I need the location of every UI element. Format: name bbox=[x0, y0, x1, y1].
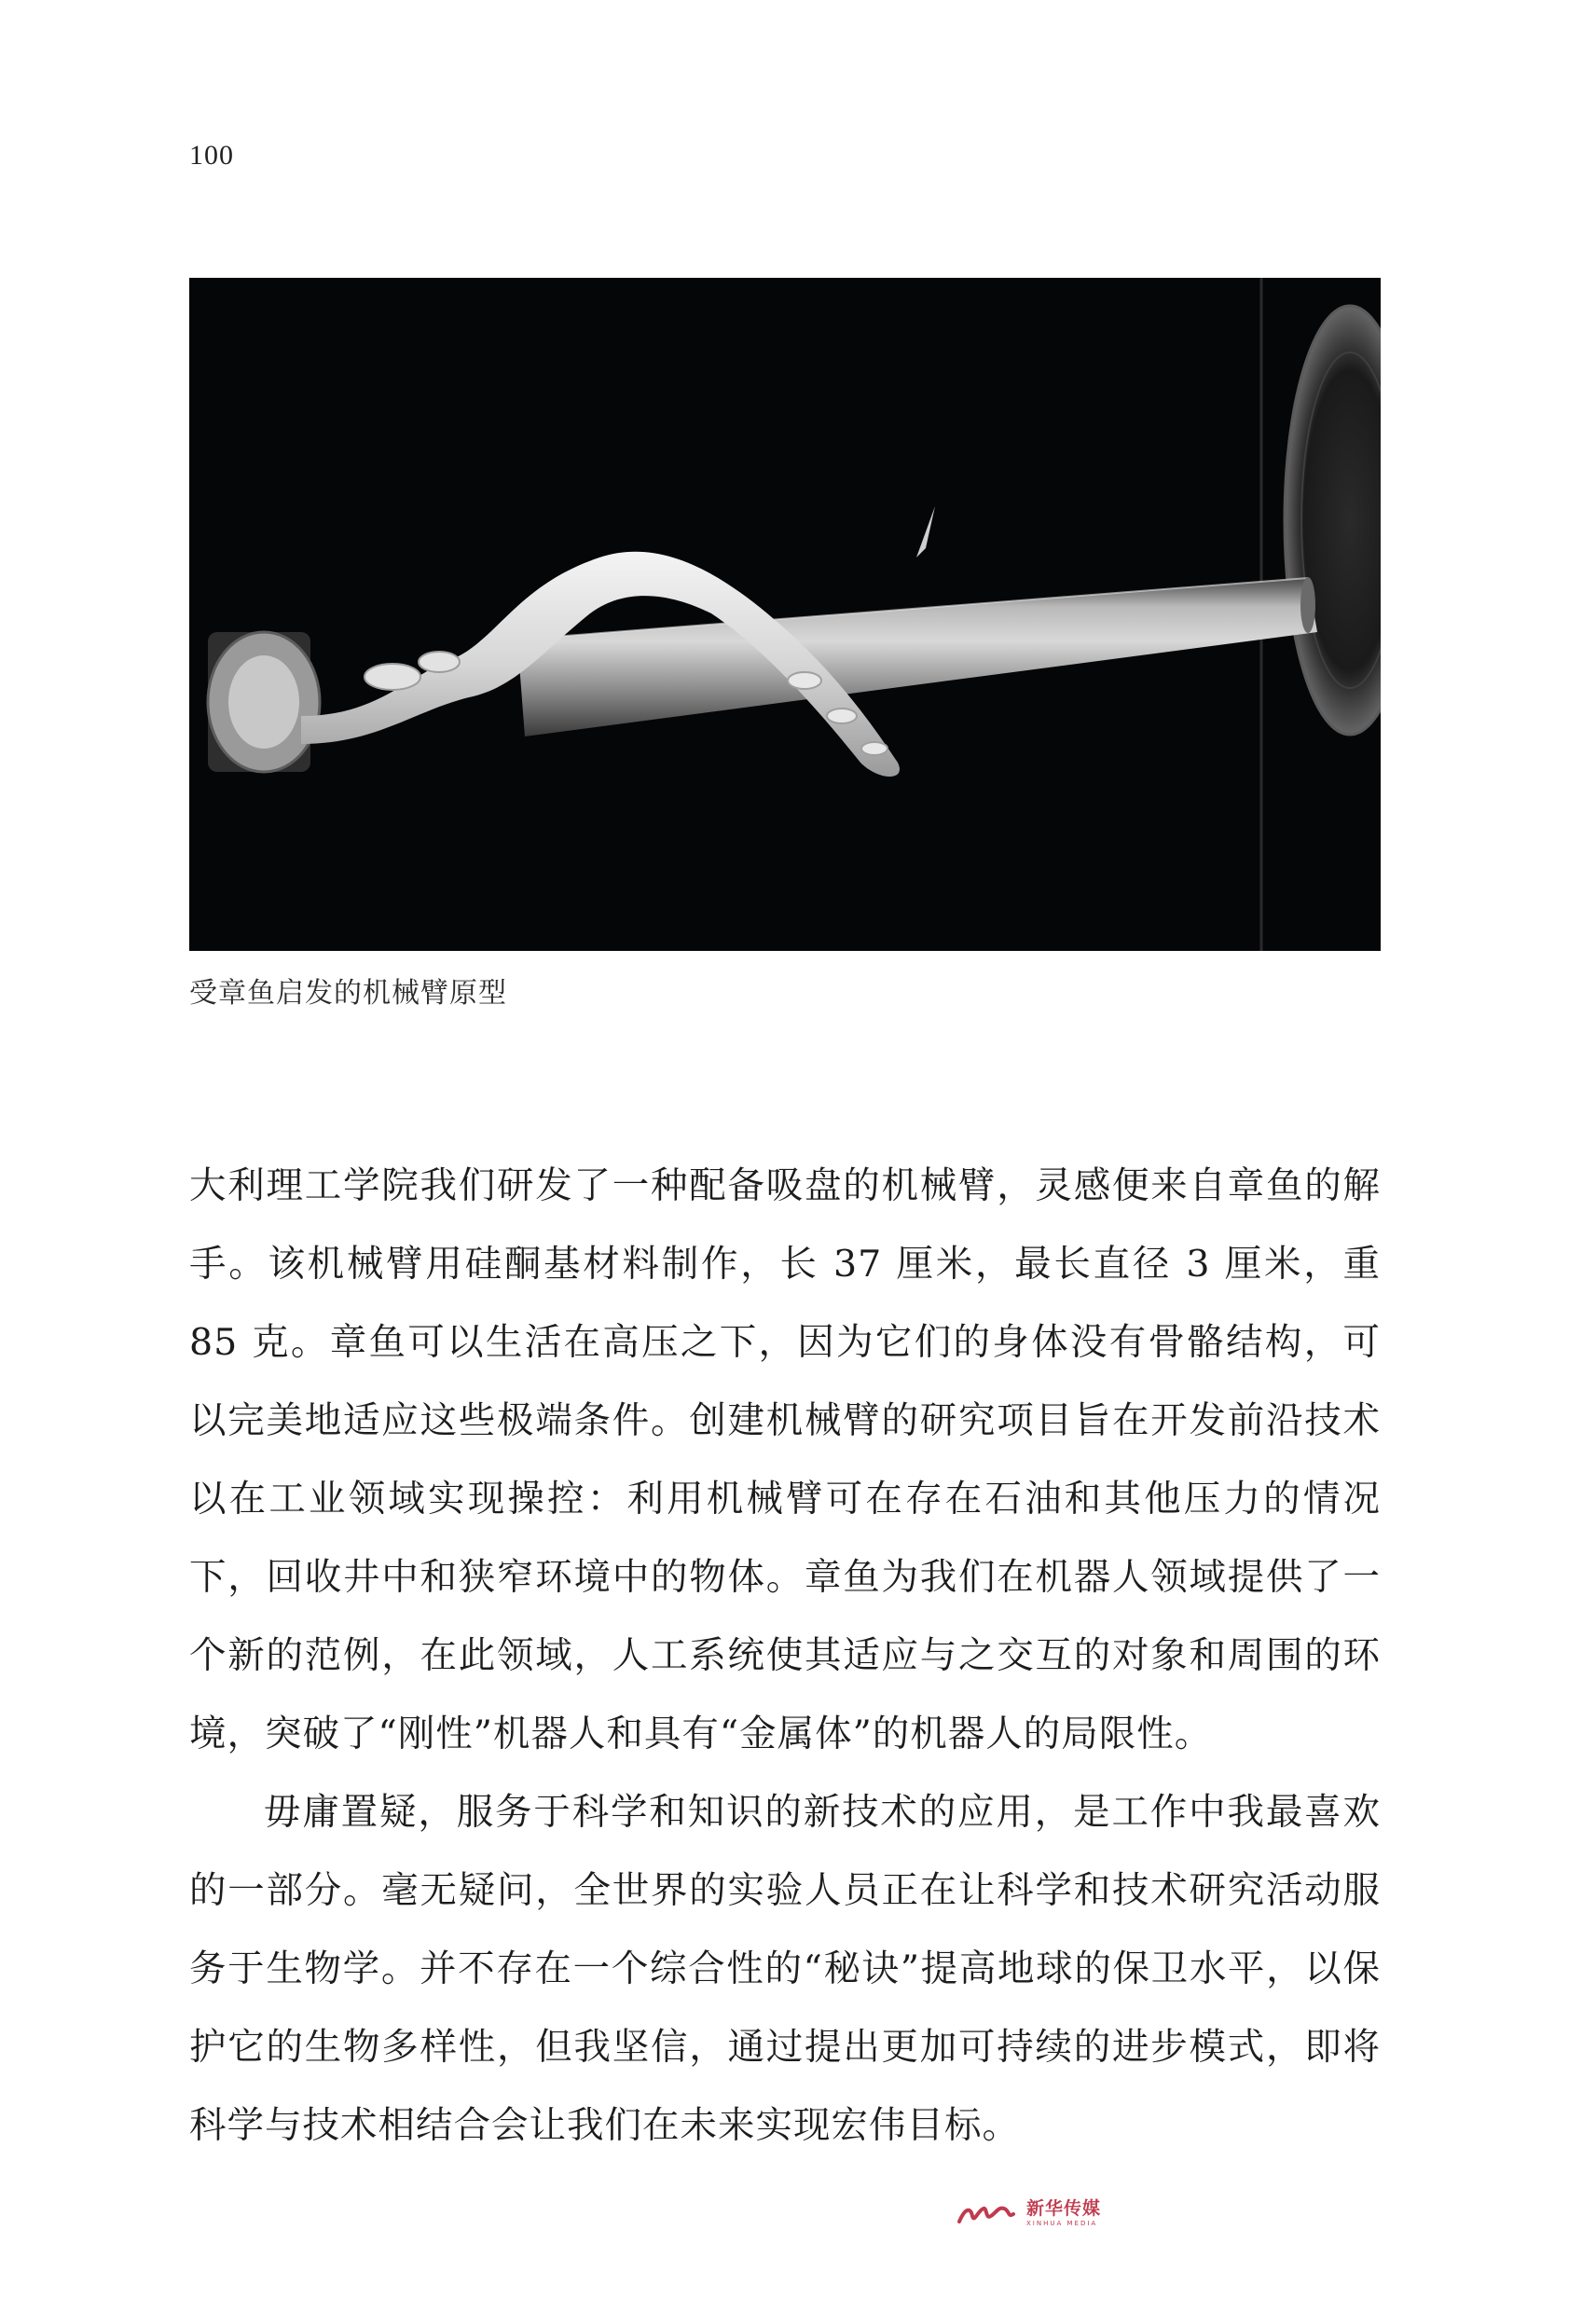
paragraph-2: 毋庸置疑，服务于科学和知识的新技术的应用，是工作中我最喜欢的一部分。毫无疑问，全世界的实验人员正在让科学和技术研究活动服务于生物学。并不存在一个综合性的“秘诀”提高地球的保卫水平，以保护它的生物多样性，但我坚信，通过提出更加可持续的进步模式，即将科学与技术相结合会让我们在未来实现宏伟目标。 bbox=[189, 1791, 1381, 2147]
page-number: 100 bbox=[189, 140, 234, 171]
paragraph-1: 大利理工学院我们研发了一种配备吸盘的机械臂，灵感便来自章鱼的解手。该机械臂用硅酮基材料制作，长 37 厘米，最长直径 3 厘米，重 85 克。章鱼可以生活在高压之下，因为它们的身体没有骨骼结构，可以完美地适应这些极端条件。创建机械臂的研究项目旨在开发前沿技术以在工业领域实现操控：利用机械臂可在存在石油和其他压力的情况下，回收井中和狭窄环境中的物体。章鱼为我们在机器人领域提供了一个新的范例，在此领域，人工系统使其适应与之交互的对象和周围的环境，突破了“刚性”机器人和具有“金属体”的机器人的局限性。 bbox=[189, 1164, 1381, 1755]
figure-caption: 受章鱼启发的机械臂原型 bbox=[189, 977, 507, 1010]
body-text bbox=[189, 1147, 1381, 2165]
publisher-name-en: XINHUA MEDIA bbox=[1026, 2219, 1098, 2227]
octopus-arm-photo bbox=[189, 278, 1381, 951]
brush-stroke-icon bbox=[956, 2199, 1017, 2227]
publisher-logo bbox=[956, 2196, 1101, 2230]
publisher-name: 新华传媒 bbox=[1026, 2197, 1102, 2219]
